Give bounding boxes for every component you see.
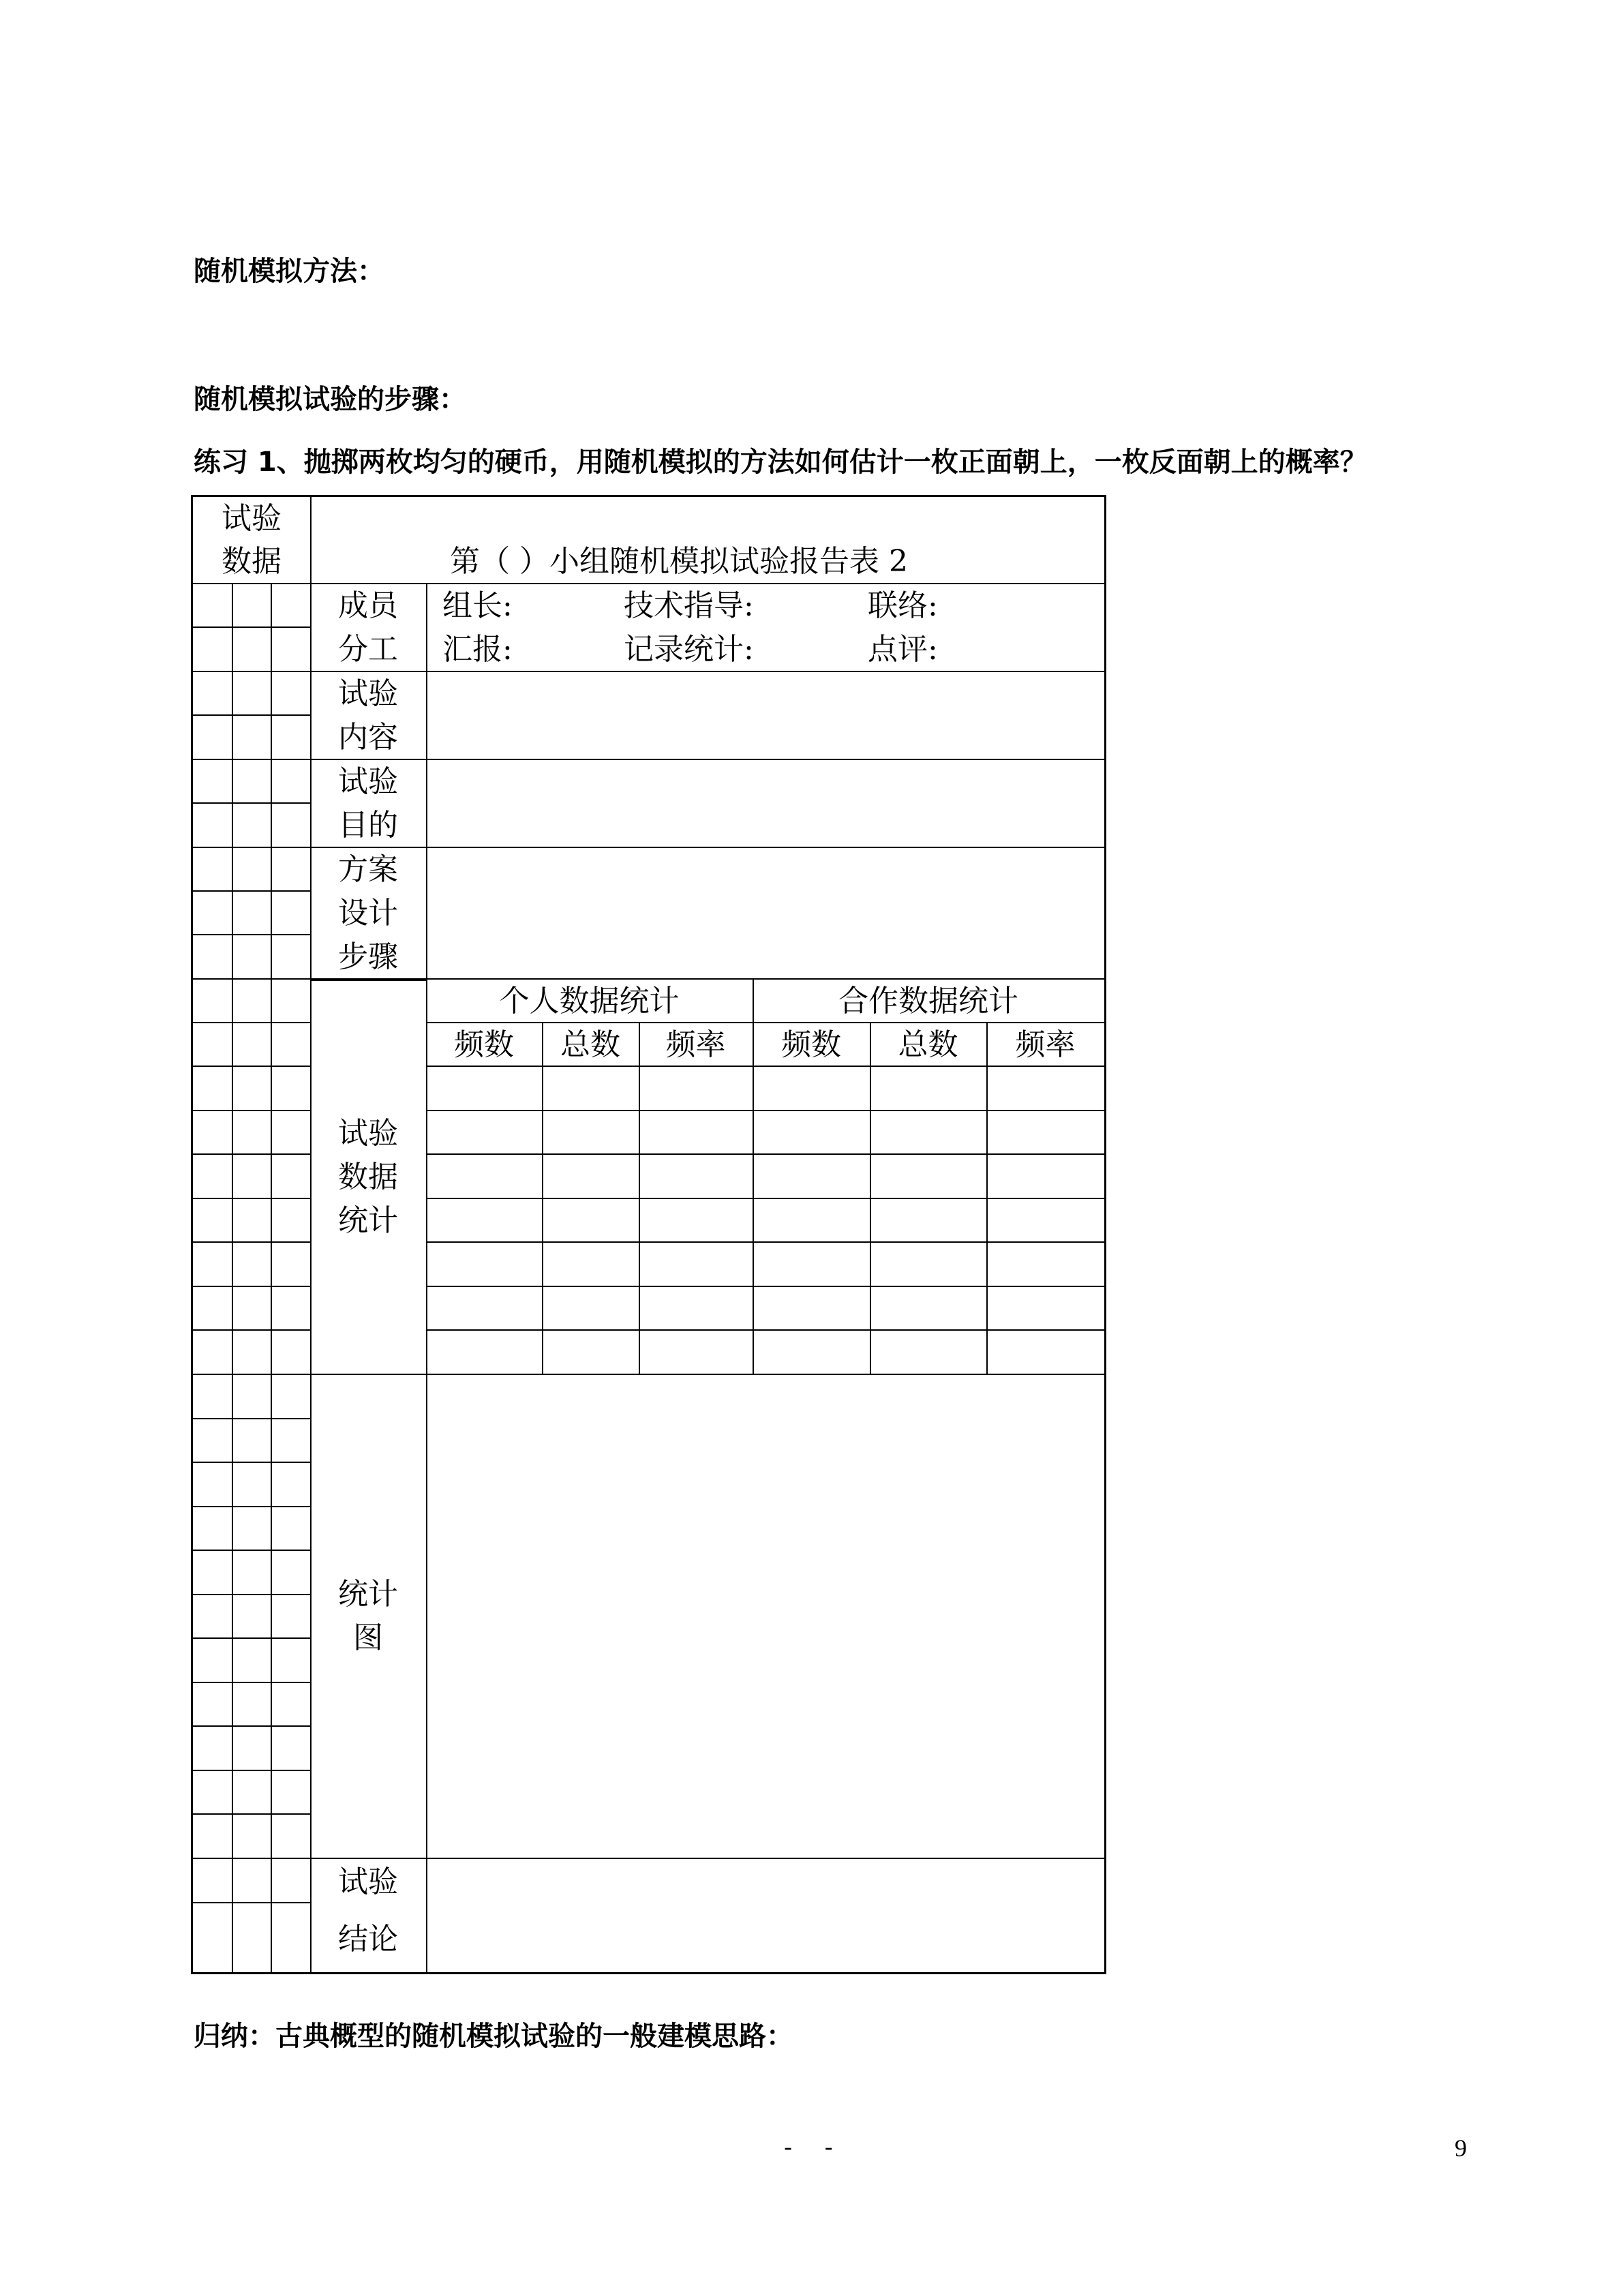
corner-label-line-2: 数据	[222, 544, 282, 579]
design-label-line-1: 方案	[338, 852, 398, 887]
col-header-individual-total: 总数	[560, 1027, 620, 1062]
individual-stats-header: 个人数据统计	[499, 984, 680, 1018]
cooperative-stats-header: 合作数据统计	[838, 984, 1018, 1018]
stats-label-line-2: 数据	[338, 1160, 398, 1194]
col-header-individual-rate: 频率	[665, 1027, 726, 1062]
page-number: 9	[1455, 2134, 1467, 2162]
stats-label-line-1: 试验	[338, 1116, 398, 1151]
member-role-reporter: 汇报:	[442, 632, 513, 667]
col-header-cooperative-total: 总数	[898, 1027, 958, 1062]
heading-exercise: 练习 1、抛掷两枚均匀的硬币，用随机模拟的方法如何估计一枚正面朝上，一枚反面朝上的概率？	[194, 447, 1367, 478]
report-table	[191, 495, 1106, 1974]
report-title: 第（ ）小组随机模拟试验报告表 2	[450, 544, 908, 579]
members-label-line-1: 成员	[338, 588, 398, 623]
heading-summary: 归纳：古典概型的随机模拟试验的一般建模思路：	[194, 2021, 793, 2052]
corner-label-line-1: 试验	[222, 501, 282, 536]
chart-label-line-1: 统计	[338, 1577, 398, 1612]
member-role-tech-guide: 技术指导:	[624, 588, 754, 623]
purpose-label-line-1: 试验	[338, 764, 398, 799]
conclusion-label-line-1: 试验	[338, 1864, 398, 1899]
stats-label-line-3: 统计	[338, 1203, 398, 1238]
heading-method: 随机模拟方法：	[194, 256, 384, 287]
col-header-cooperative-frequency: 频数	[781, 1027, 841, 1062]
conclusion-label-line-2: 结论	[338, 1922, 398, 1957]
member-role-recorder: 记录统计:	[624, 632, 754, 667]
member-role-liaison: 联络:	[868, 588, 938, 623]
content-label-line-2: 内容	[338, 720, 398, 755]
col-header-individual-frequency: 频数	[454, 1027, 514, 1062]
content-label-line-1: 试验	[338, 676, 398, 711]
design-label-line-3: 步骤	[338, 939, 398, 974]
heading-steps: 随机模拟试验的步骤：	[194, 384, 466, 415]
members-label-line-2: 分工	[338, 632, 398, 667]
footer-dashes: - -	[784, 2134, 845, 2162]
design-label-line-2: 设计	[338, 896, 398, 931]
col-header-cooperative-rate: 频率	[1015, 1027, 1076, 1062]
member-role-reviewer: 点评:	[868, 632, 938, 667]
chart-label-line-2: 图	[353, 1620, 383, 1655]
purpose-label-line-2: 目的	[338, 808, 398, 843]
member-role-leader: 组长:	[442, 588, 513, 623]
